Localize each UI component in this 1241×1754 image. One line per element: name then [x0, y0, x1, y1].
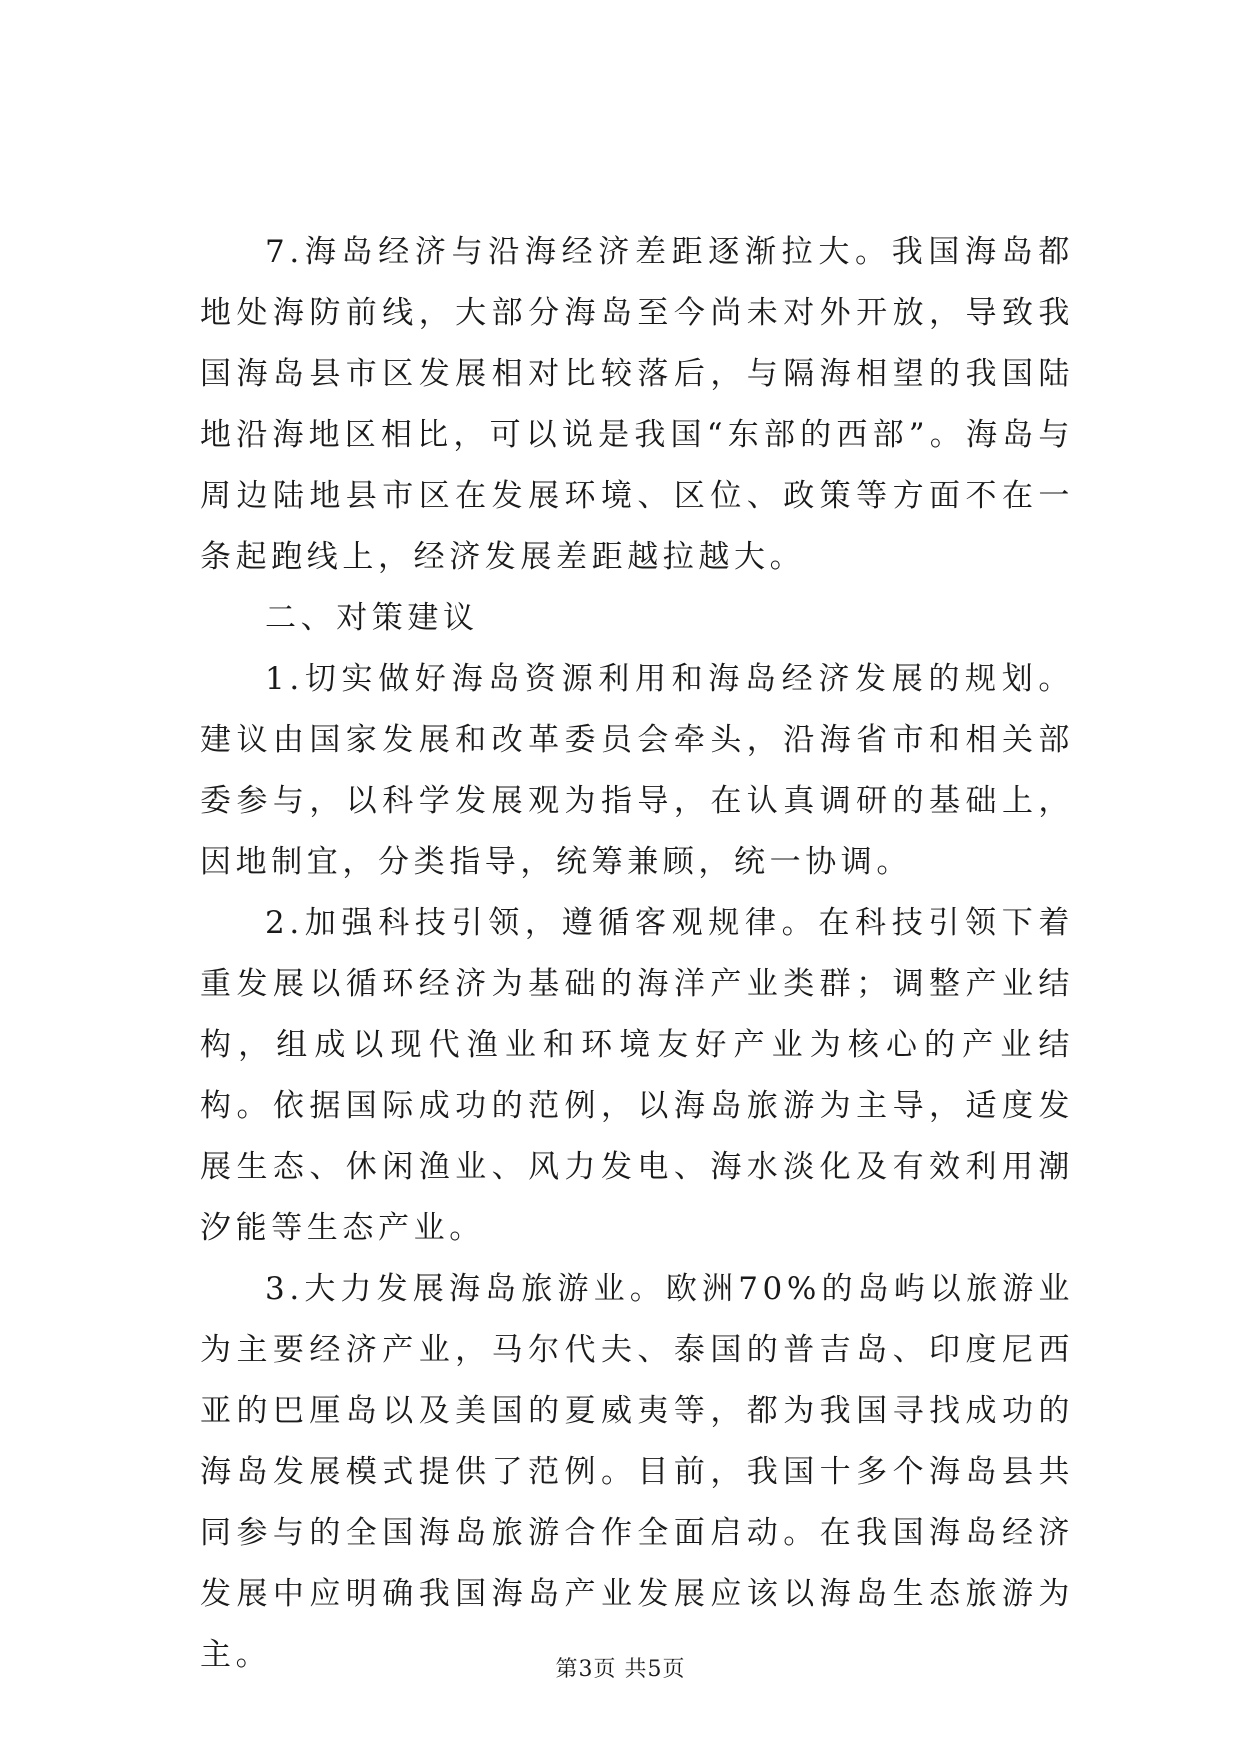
section-heading-countermeasures: 二、对策建议 [265, 600, 479, 636]
page-number-footer: 第3页 共5页 [555, 1657, 686, 1682]
paragraph-point-7: 7.海岛经济与沿海经济差距逐渐拉大。我国海岛都地处海防前线，大部分海岛至今尚未对外开放，导致我国海岛县市区发展相对比较落后，与隔海相望的我国陆地沿海地区相比，可以说是我国“东部的西部”。海岛与周边陆地县市区在发展环境、区位、政策等方面不在一条起跑线上，经济发展差距越拉越大。 [200, 234, 1074, 575]
paragraph-suggestion-2: 2.加强科技引领，遵循客观规律。在科技引领下着重发展以循环经济为基础的海洋产业类群；调整产业结构，组成以现代渔业和环境友好产业为核心的产业结构。依据国际成功的范例，以海岛旅游为主导，适度发展生态、休闲渔业、风力发电、海水淡化及有效利用潮汐能等生态产业。 [200, 905, 1074, 1246]
paragraph-suggestion-1: 1.切实做好海岛资源利用和海岛经济发展的规划。建议由国家发展和改革委员会牵头，沿海省市和相关部委参与，以科学发展观为指导，在认真调研的基础上，因地制宜，分类指导，统筹兼顾，统一协调。 [200, 661, 1074, 880]
paragraph-suggestion-3: 3.大力发展海岛旅游业。欧洲70%的岛屿以旅游业为主要经济产业，马尔代夫、泰国的普吉岛、印度尼西亚的巴厘岛以及美国的夏威夷等，都为我国寻找成功的海岛发展模式提供了范例。目前，我国十多个海岛县共同参与的全国海岛旅游合作全面启动。在我国海岛经济发展中应明确我国海岛产业发展应该以海岛生态旅游为主。 [200, 1271, 1074, 1673]
document-body [200, 222, 1074, 1686]
